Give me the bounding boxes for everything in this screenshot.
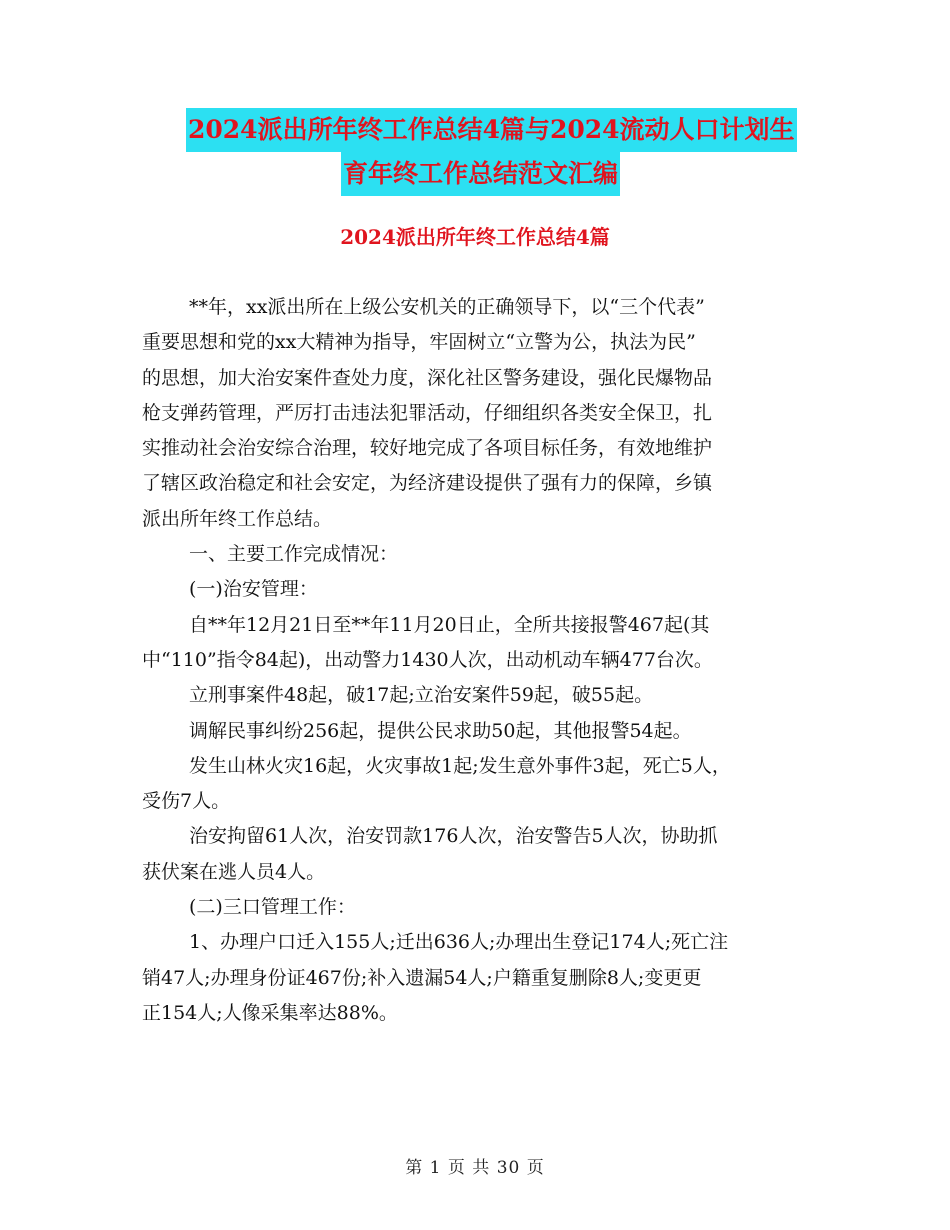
body-line: 正154人;人像采集率达88%。 [142, 1001, 398, 1024]
body-line: **年，xx派出所在上级公安机关的正确领导下，以“三个代表” [189, 296, 705, 318]
body-line: 一、主要工作完成情况： [189, 543, 399, 566]
body-line: 重要思想和党的xx大精神为指导，牢固树立“立警为公，执法为民” [142, 331, 696, 354]
section-heading: 2024派出所年终工作总结4篇 [340, 225, 610, 249]
document-body [142, 290, 812, 1031]
body-line: 实推动社会治安综合治理，较好地完成了各项目标任务，有效地维护 [142, 437, 713, 460]
body-line: 立刑事案件48起，破17起;立治安案件59起，破55起。 [189, 684, 654, 707]
title-line-1: 2024派出所年终工作总结4篇与2024流动人口计划生 [186, 108, 797, 152]
body-line: 获伏案在逃人员4人。 [142, 860, 326, 883]
body-line: 受伤7人。 [142, 790, 231, 813]
body-line: 1、办理户口迁入155人;迁出636人;办理出生登记174人;死亡注 [189, 931, 729, 954]
title-line-2: 育年终工作总结范文汇编 [341, 152, 620, 196]
body-line: 枪支弹药管理，严厉打击违法犯罪活动，仔细组织各类安全保卫，扎 [142, 401, 713, 424]
body-line: 的思想，加大治安案件查处力度，深化社区警务建设，强化民爆物品 [142, 366, 713, 389]
body-line: 销47人;办理身份证467份;补入遗漏54人;户籍重复删除8人;变更更 [142, 966, 702, 989]
body-line: 自**年12月21日至**年11月20日止，全所共接报警467起(其 [189, 613, 710, 636]
body-line: 发生山林火灾16起，火灾事故1起;发生意外事件3起，死亡5人， [189, 754, 731, 777]
body-line: 了辖区政治稳定和社会安定，为经济建设提供了强有力的保障，乡镇 [142, 472, 713, 495]
body-line: (二)三口管理工作： [189, 896, 356, 919]
body-line: (一)治安管理： [189, 578, 318, 601]
page-number: 第 1 页 共 30 页 [405, 1158, 545, 1178]
body-line: 派出所年终工作总结。 [142, 507, 333, 530]
body-line: 调解民事纠纷256起，提供公民求助50起，其他报警54起。 [189, 719, 692, 742]
body-line: 治安拘留61人次，治安罚款176人次，治安警告5人次，协助抓 [189, 825, 718, 848]
body-line: 中“110”指令84起)，出动警力1430人次，出动机动车辆477台次。 [142, 648, 713, 671]
